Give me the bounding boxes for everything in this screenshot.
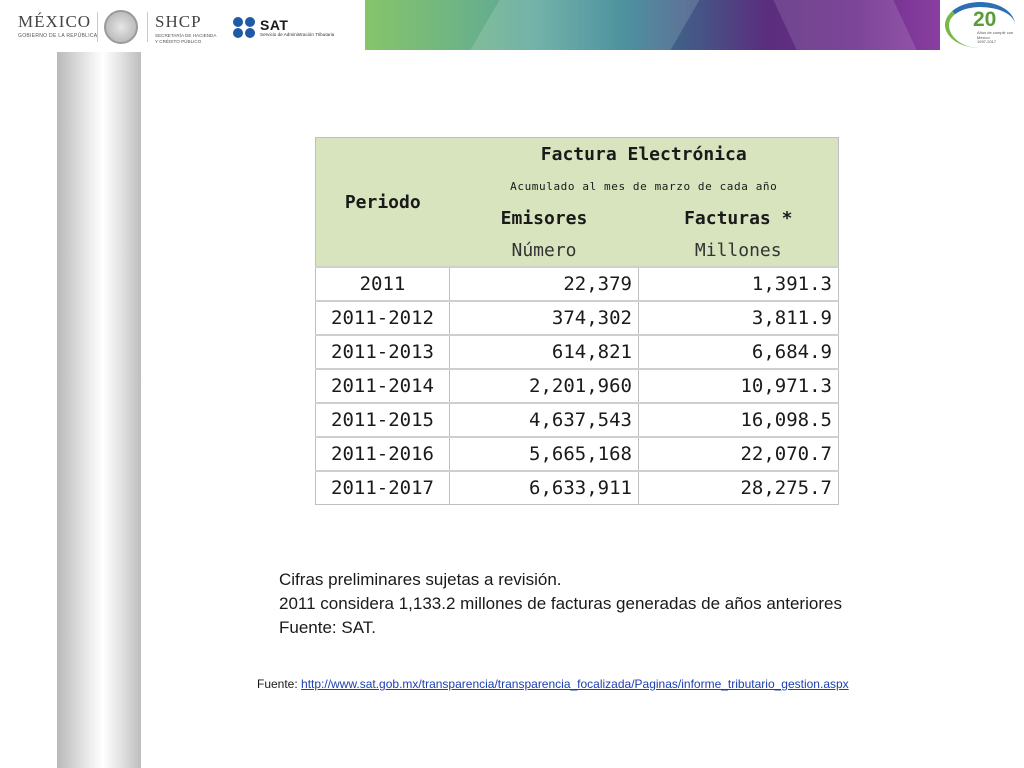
sat-logo-title: SAT bbox=[260, 17, 289, 33]
shcp-subtitle-line: SECRETARÍA DE HACIENDA bbox=[155, 33, 217, 38]
anniversary-caption bbox=[977, 31, 1017, 45]
decorative-color-band bbox=[365, 0, 940, 50]
anniversary-number: 20 bbox=[973, 8, 997, 31]
period-header: Periodo bbox=[344, 191, 421, 213]
column-header-emisores: Emisores bbox=[500, 207, 588, 229]
period-cell: 2011-2017 bbox=[316, 471, 450, 505]
emisores-cell: 4,637,543 bbox=[450, 403, 639, 437]
period-cell: 2011-2014 bbox=[316, 369, 450, 403]
note-line: Cifras preliminares sujetas a revisión. bbox=[279, 570, 562, 589]
table-row bbox=[316, 437, 839, 471]
table-row bbox=[316, 403, 839, 437]
group-title: Factura Electrónica bbox=[540, 143, 747, 165]
anniversary-logo bbox=[945, 2, 1020, 48]
government-logos bbox=[0, 0, 365, 50]
note-line: 2011 considera 1,133.2 millones de facturas generadas de años anteriores bbox=[279, 594, 842, 613]
table-row bbox=[316, 369, 839, 403]
left-decorative-bar bbox=[57, 52, 141, 768]
divider bbox=[97, 12, 98, 42]
table-row bbox=[316, 267, 839, 301]
facturas-cell: 1,391.3 bbox=[639, 267, 839, 301]
table-row bbox=[316, 471, 839, 505]
facturas-cell: 10,971.3 bbox=[639, 369, 839, 403]
facturas-cell: 28,275.7 bbox=[639, 471, 839, 505]
group-subtitle: Acumulado al mes de marzo de cada año bbox=[510, 179, 778, 193]
anniversary-years: 1997-2017 bbox=[977, 39, 997, 44]
emisores-cell: 374,302 bbox=[450, 301, 639, 335]
shcp-subtitle-line: Y CRÉDITO PÚBLICO bbox=[155, 38, 202, 44]
header-bar bbox=[0, 0, 1024, 50]
period-cell: 2011-2015 bbox=[316, 403, 450, 437]
mexico-logo-title: MÉXICO bbox=[18, 12, 92, 31]
emisores-cell: 614,821 bbox=[450, 335, 639, 369]
column-unit-emisores: Número bbox=[511, 239, 577, 261]
emisores-cell: 22,379 bbox=[450, 267, 639, 301]
national-seal-icon bbox=[104, 10, 138, 44]
source-link[interactable]: http://www.sat.gob.mx/transparencia/transparencia_focalizada/Paginas/informe_tributario_gestion.aspx bbox=[301, 677, 849, 691]
notes bbox=[279, 568, 842, 640]
facturas-cell: 22,070.7 bbox=[639, 437, 839, 471]
shcp-logo-subtitle bbox=[155, 33, 225, 44]
note-line: Fuente: SAT. bbox=[279, 618, 377, 637]
mexico-logo bbox=[18, 14, 97, 39]
emisores-cell: 5,665,168 bbox=[450, 437, 639, 471]
table-body bbox=[316, 267, 839, 505]
period-cell: 2011-2012 bbox=[316, 301, 450, 335]
source-label: Fuente: bbox=[257, 677, 302, 691]
period-cell: 2011 bbox=[316, 267, 450, 301]
divider bbox=[147, 12, 148, 42]
facturas-cell: 3,811.9 bbox=[639, 301, 839, 335]
source-line bbox=[257, 677, 849, 691]
anniversary-caption-text: Años de cumplir con México bbox=[977, 30, 1014, 40]
shcp-logo bbox=[155, 14, 225, 44]
emisores-cell: 2,201,960 bbox=[450, 369, 639, 403]
emisores-cell: 6,633,911 bbox=[450, 471, 639, 505]
sat-dots-icon bbox=[233, 17, 257, 39]
table-row bbox=[316, 301, 839, 335]
data-table bbox=[315, 137, 839, 505]
period-cell: 2011-2013 bbox=[316, 335, 450, 369]
table-row bbox=[316, 335, 839, 369]
column-unit-facturas: Millones bbox=[694, 239, 782, 261]
facturas-cell: 16,098.5 bbox=[639, 403, 839, 437]
column-header-facturas: Facturas * bbox=[684, 207, 793, 229]
table-header-row bbox=[316, 138, 839, 171]
facturas-cell: 6,684.9 bbox=[639, 335, 839, 369]
period-cell: 2011-2016 bbox=[316, 437, 450, 471]
sat-logo-subtitle: Servicio de Administración Tributaria bbox=[260, 32, 335, 37]
shcp-logo-title: SHCP bbox=[155, 12, 202, 31]
invoice-table bbox=[315, 137, 838, 505]
mexico-logo-subtitle: GOBIERNO DE LA REPÚBLICA bbox=[18, 33, 98, 39]
